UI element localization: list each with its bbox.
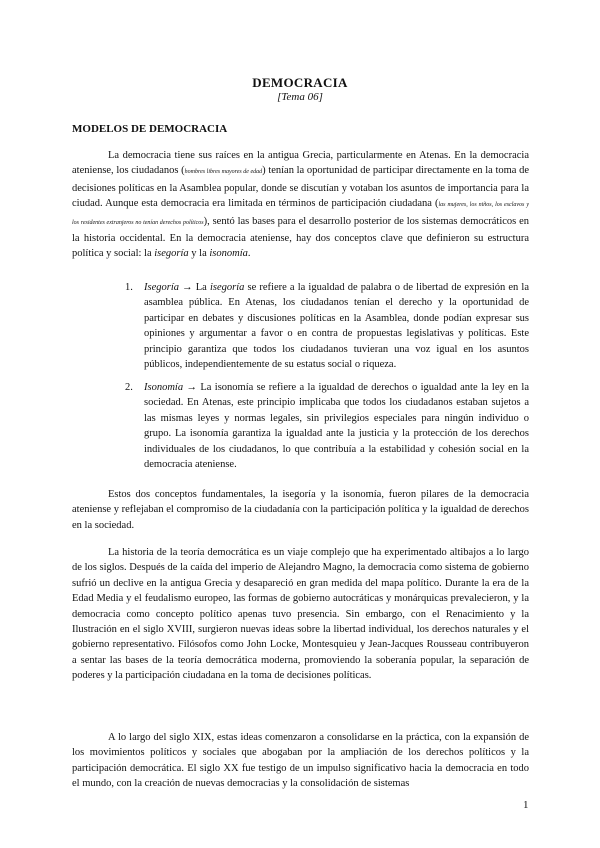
intro-text-c: ), sentó las bases para el desarrollo posterior de los sistemas democráticos en la historia occidental. En la democracia ateniense, hay dos conceptos clave que definieron su estructura política y social: la bbox=[72, 215, 530, 260]
paragraph-modern: A lo largo del siglo XIX, estas ideas comenzaron a consolidarse en la práctica, con la expansión de los movimientos políticos y sociales que abogaban por la ampliación de los derechos políticos y la participación democrática. El siglo XX fue testigo de un impulso significativo hacia la democracia en todo el mundo, con la creación de nuevas democracias y la consolidación de sistemas bbox=[72, 732, 529, 790]
term-isegoria: isegoría bbox=[154, 248, 189, 260]
list-number: 2. bbox=[125, 382, 133, 393]
intro-and: y la bbox=[188, 248, 210, 260]
intro-text-a: La democracia tiene sus raíces en la antigua Grecia, particularmente en Atenas. En la democracia ateniense, los ciudadanos ( bbox=[72, 150, 529, 177]
paragraph-history: La historia de la teoría democrática es un viaje complejo que ha experimentado altibajos a lo largo de los siglos. Después de la caída del imperio de Alejandro Magno, la democracia como sistema de gobierno sufrió un declive en la antigua Grecia y desapareció en gran medida del mapa político. Durante la era de la Edad Media y el feudalismo europeo, las formas de gobierno autocráticas y monárquicas prevalecieron, y la democracia como concepto político apenas tuvo presencia. Sin embargo, con el Renacimiento y la Ilustración en el siglo XVIII, surgieron nuevas ideas sobre la libertad individual, los derechos naturales y el gobierno representativo. Filósofos como John Locke, Montesquieu y Jean-Jacques Rousseau contribuyeron a sentar las bases de la teoría democrática moderna, promoviendo la soberanía popular, la separación de poderes y la participación ciudadana en la toma de decisiones políticas. bbox=[72, 547, 529, 682]
list-item-isonomia bbox=[125, 380, 529, 472]
page-title: DEMOCRACIA bbox=[252, 75, 348, 90]
section-heading: MODELOS DE DEMOCRACIA bbox=[72, 123, 228, 135]
item-term: Isonomía bbox=[144, 382, 184, 393]
term-isonomia: isonomía bbox=[209, 248, 248, 260]
subtitle-text: [Tema 06] bbox=[277, 91, 323, 103]
page-subtitle bbox=[0, 91, 600, 103]
list-number: 1. bbox=[125, 282, 133, 293]
item-arrow: → La bbox=[179, 282, 210, 293]
intro-note-citizens: hombres libres mayores de edad bbox=[184, 169, 263, 176]
page-number: 1 bbox=[523, 799, 529, 811]
paragraph-summary: Estos dos conceptos fundamentales, la isegoría y la isonomía, fueron pilares de la democracia ateniense y reflejaban el compromiso de la ciudadanía con la participación política y la igualdad de derechos en la sociedad. bbox=[72, 489, 529, 531]
intro-note-excluded: las mujeres, los niños, los esclavos y los residentes extranjeros no tenían derechos políticos bbox=[72, 202, 529, 226]
intro-end: . bbox=[247, 248, 251, 260]
item-term-repeat: isegoría bbox=[209, 282, 245, 293]
list-item-isegoria bbox=[125, 280, 529, 372]
item-text: se refiere a la igualdad de palabra o de libertad de expresión en la asamblea pública. En Atenas, los ciudadanos tenían el derecho y la oportunidad de participar en debates y discusiones políticas en la Asamblea, donde podían expresar sus opiniones y argumentar a favor o en contra de propuestas legislativas y políticas. Este principio garantiza que todos los ciudadanos tuvieran una voz igual en los asuntos públicos, independientemente de su estatus social o riqueza. bbox=[144, 282, 529, 371]
paragraph-intro bbox=[72, 148, 529, 262]
item-text: → La isonomía se refiere a la igualdad de derechos o igualdad ante la ley en la sociedad. En Atenas, este principio implicaba que todos los ciudadanos estaban sujetos a las mismas leyes y normas legales, sin privilegios especiales para ningún individuo o grupo. La isonomía garantiza la igualdad ante la justicia y la protección de los derechos individuales de los ciudadanos, lo que contribuía a la estabilidad y cohesión social en la democracia ateniense. bbox=[144, 382, 529, 471]
intro-text-b: ) tenían la oportunidad de participar directamente en la toma de decisiones políticas en la Asamblea popular, donde se discutían y votaban los asuntos de importancia para la ciudad. Aunque esta democracia era limitada en términos de participación ciudadana ( bbox=[72, 165, 530, 210]
item-term: Isegoría bbox=[144, 282, 179, 293]
